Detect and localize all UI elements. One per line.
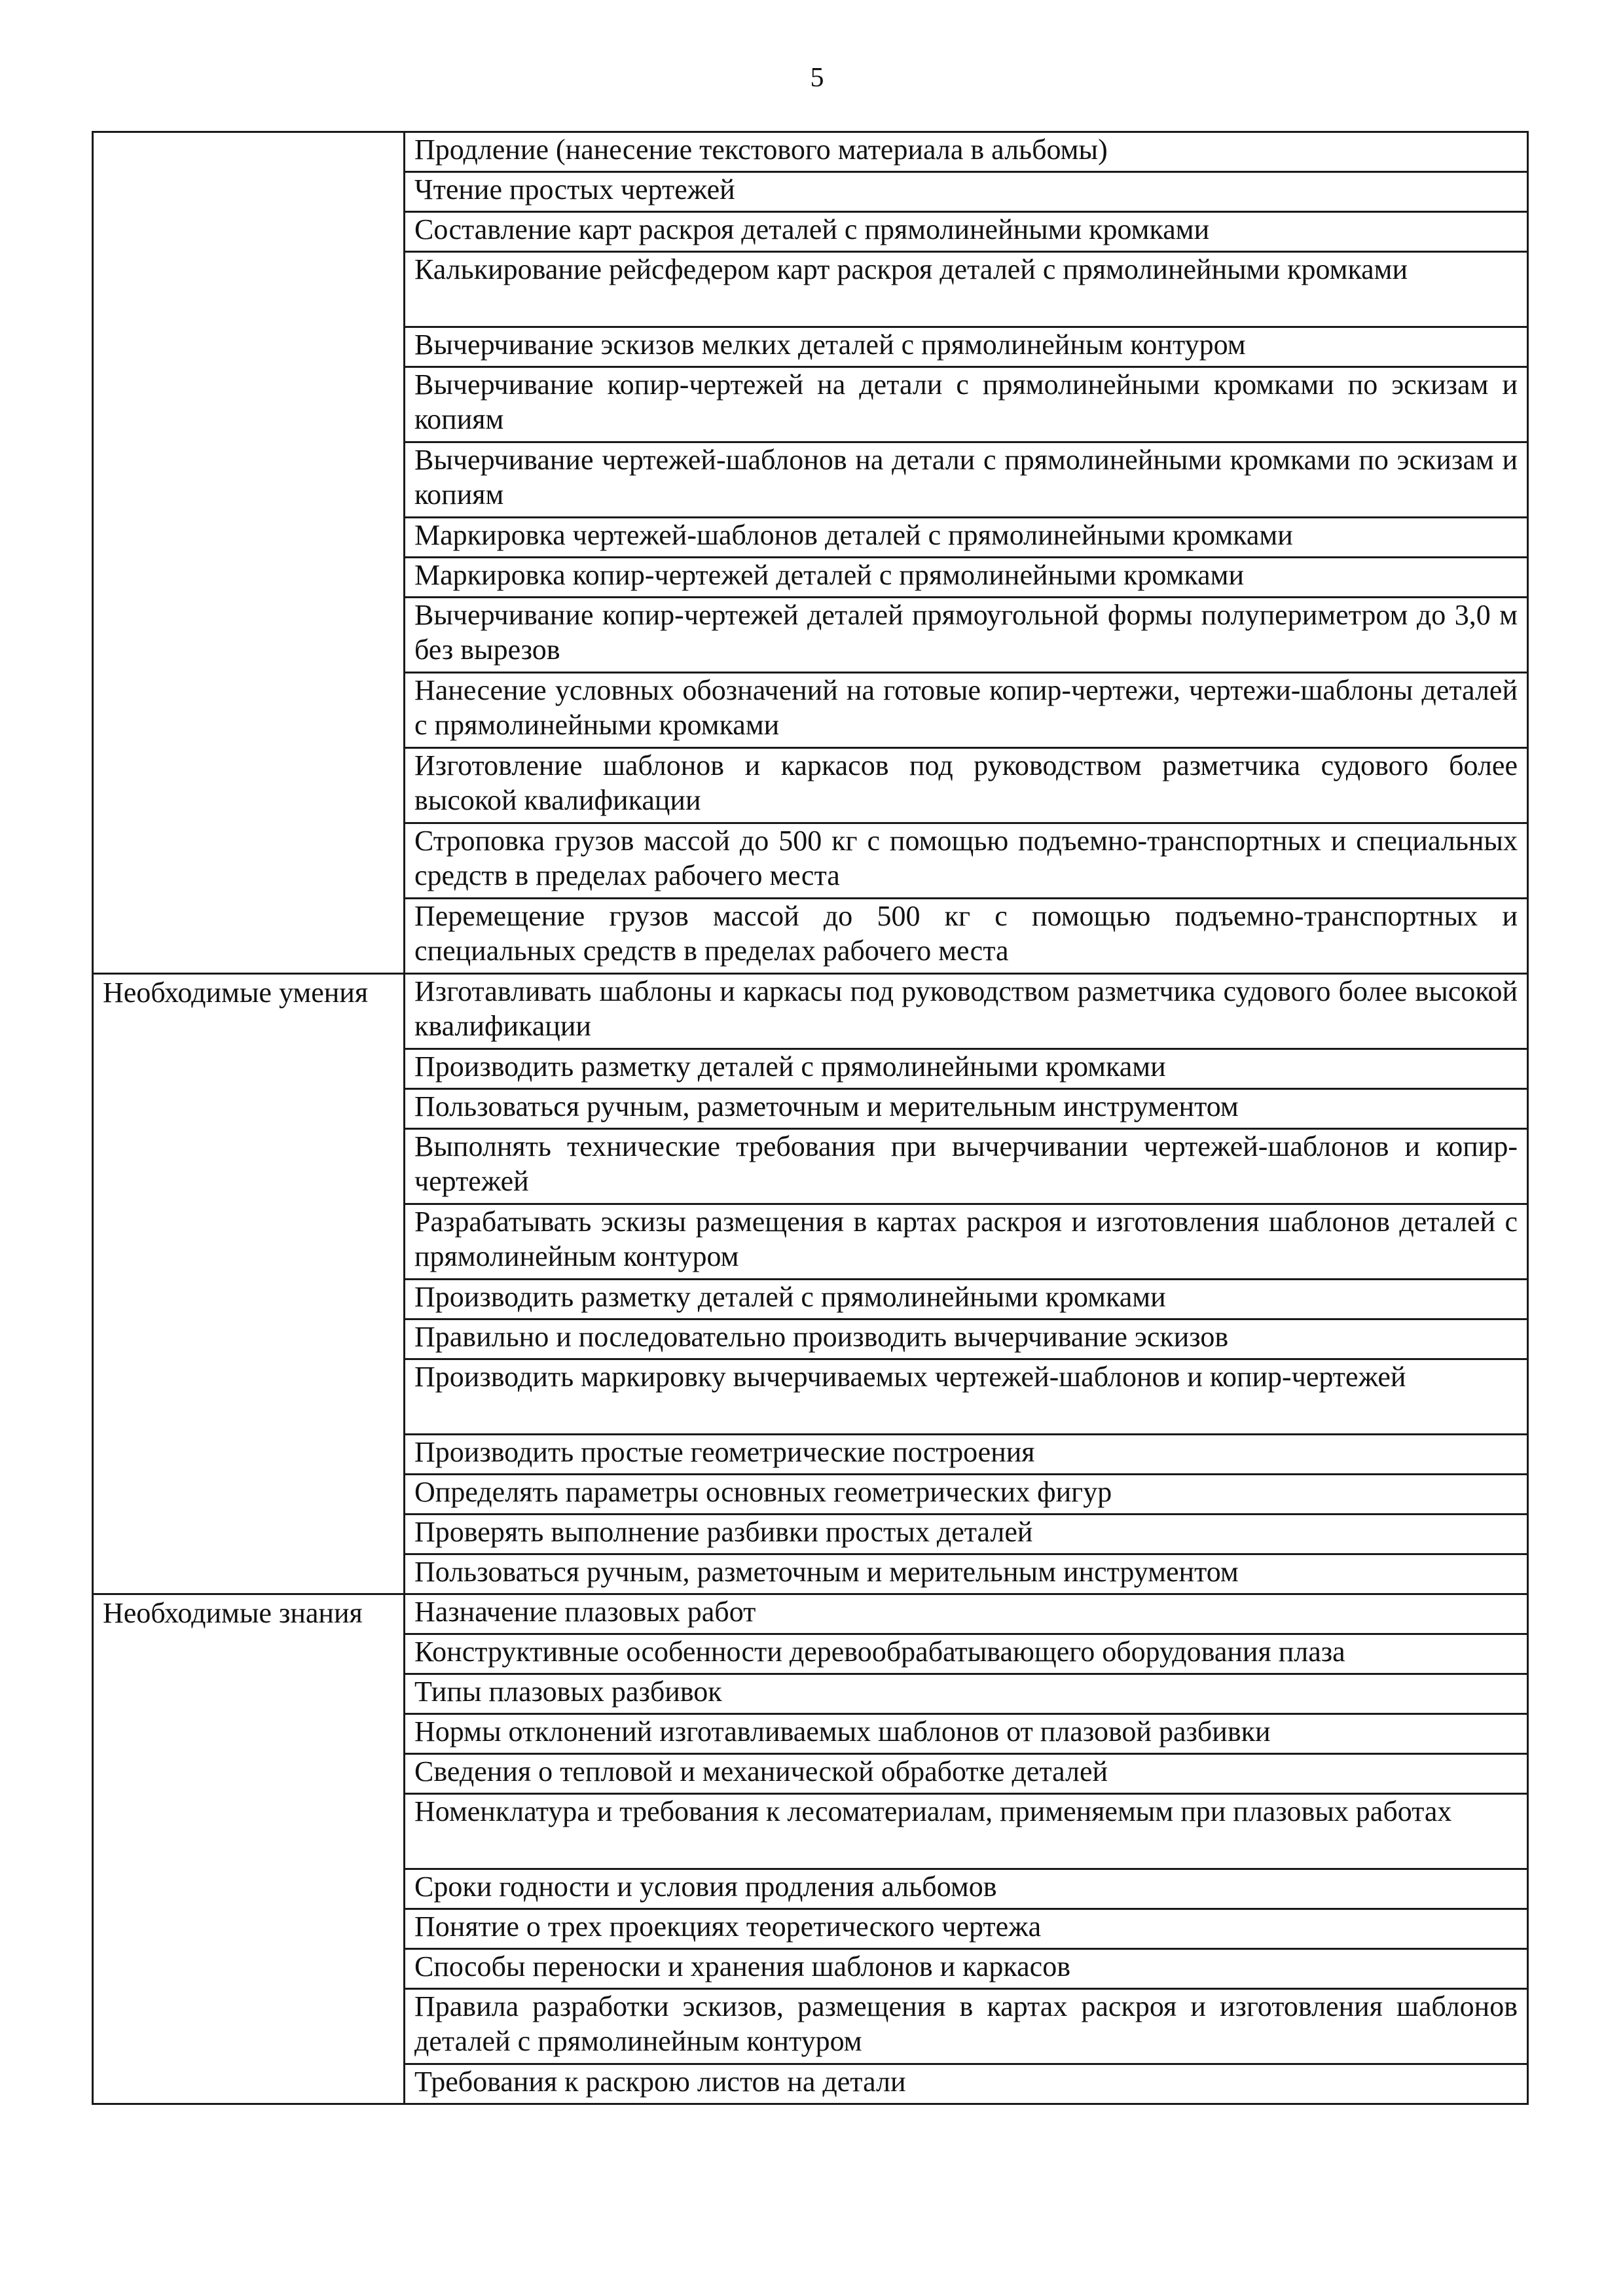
table-cell: Правильно и последовательно производить вычерчивание эскизов [405, 1319, 1528, 1359]
table-cell: Понятие о трех проекциях теоретического чертежа [405, 1909, 1528, 1949]
table-cell: Производить маркировку вычерчиваемых чертежей-шаблонов и копир-чертежей [405, 1359, 1528, 1435]
table-cell: Составление карт раскроя деталей с прямолинейными кромками [405, 212, 1528, 252]
table-cell: Способы переноски и хранения шаблонов и каркасов [405, 1949, 1528, 1989]
table-cell: Маркировка копир-чертежей деталей с прямолинейными кромками [405, 558, 1528, 598]
table-cell: Разрабатывать эскизы размещения в картах раскроя и изготовления шаблонов деталей с прямолинейным контуром [405, 1204, 1528, 1280]
table-cell: Сроки годности и условия продления альбомов [405, 1869, 1528, 1909]
table-cell: Правила разработки эскизов, размещения в картах раскроя и изготовления шаблонов деталей с прямолинейным контуром [405, 1989, 1528, 2064]
table-cell: Изготовление шаблонов и каркасов под руководством разметчика судового более высокой квалификации [405, 748, 1528, 823]
table-cell: Номенклатура и требования к лесоматериалам, применяемым при плазовых работах [405, 1794, 1528, 1869]
table-cell: Пользоваться ручным, разметочным и мерительным инструментом [405, 1089, 1528, 1129]
table-cell: Нормы отклонений изготавливаемых шаблонов от плазовой разбивки [405, 1714, 1528, 1754]
table-cell: Производить разметку деталей с прямолинейными кромками [405, 1280, 1528, 1319]
table-cell: Производить разметку деталей с прямолинейными кромками [405, 1049, 1528, 1089]
table-cell: Строповка грузов массой до 500 кг с помощью подъемно-транспортных и специальных средств в пределах рабочего места [405, 823, 1528, 899]
table-cell: Назначение плазовых работ [405, 1594, 1528, 1634]
table-row [93, 132, 1528, 172]
page-number: 5 [810, 63, 824, 93]
table-cell: Калькирование рейсфедером карт раскроя деталей с прямолинейными кромками [405, 252, 1528, 327]
table-cell: Чтение простых чертежей [405, 172, 1528, 212]
table-cell: Определять параметры основных геометрических фигур [405, 1475, 1528, 1515]
table-cell: Конструктивные особенности деревообрабатывающего оборудования плаза [405, 1634, 1528, 1674]
requirements-table [92, 131, 1529, 2105]
table-cell: Вычерчивание копир-чертежей на детали с прямолинейными кромками по эскизам и копиям [405, 367, 1528, 442]
table-cell: Вычерчивание копир-чертежей деталей прямоугольной формы полупериметром до 3,0 м без вырезов [405, 598, 1528, 673]
section-label: Необходимые умения [93, 974, 405, 1594]
table-cell: Продление (нанесение текстового материала в альбомы) [405, 132, 1528, 172]
table-cell: Пользоваться ручным, разметочным и мерительным инструментом [405, 1554, 1528, 1594]
table-cell: Вычерчивание эскизов мелких деталей с прямолинейным контуром [405, 327, 1528, 367]
table-cell: Производить простые геометрические построения [405, 1435, 1528, 1475]
table-cell: Перемещение грузов массой до 500 кг с помощью подъемно-транспортных и специальных средств в пределах рабочего места [405, 899, 1528, 974]
table-cell: Вычерчивание чертежей-шаблонов на детали с прямолинейными кромками по эскизам и копиям [405, 442, 1528, 518]
section-label: Необходимые знания [93, 1594, 405, 2104]
table-cell: Проверять выполнение разбивки простых деталей [405, 1515, 1528, 1554]
table-cell: Выполнять технические требования при вычерчивании чертежей-шаблонов и копир-чертежей [405, 1129, 1528, 1204]
table-cell: Изготавливать шаблоны и каркасы под руководством разметчика судового более высокой квалификации [405, 974, 1528, 1049]
table-cell: Маркировка чертежей-шаблонов деталей с прямолинейными кромками [405, 518, 1528, 558]
table-cell: Требования к раскрою листов на детали [405, 2064, 1528, 2104]
table-cell: Нанесение условных обозначений на готовые копир-чертежи, чертежи-шаблоны деталей с прямолинейными кромками [405, 673, 1528, 748]
table-row [93, 1594, 1528, 1634]
table-row [93, 974, 1528, 1049]
table-cell: Типы плазовых разбивок [405, 1674, 1528, 1714]
section-label [93, 132, 405, 974]
table-cell: Сведения о тепловой и механической обработке деталей [405, 1754, 1528, 1794]
